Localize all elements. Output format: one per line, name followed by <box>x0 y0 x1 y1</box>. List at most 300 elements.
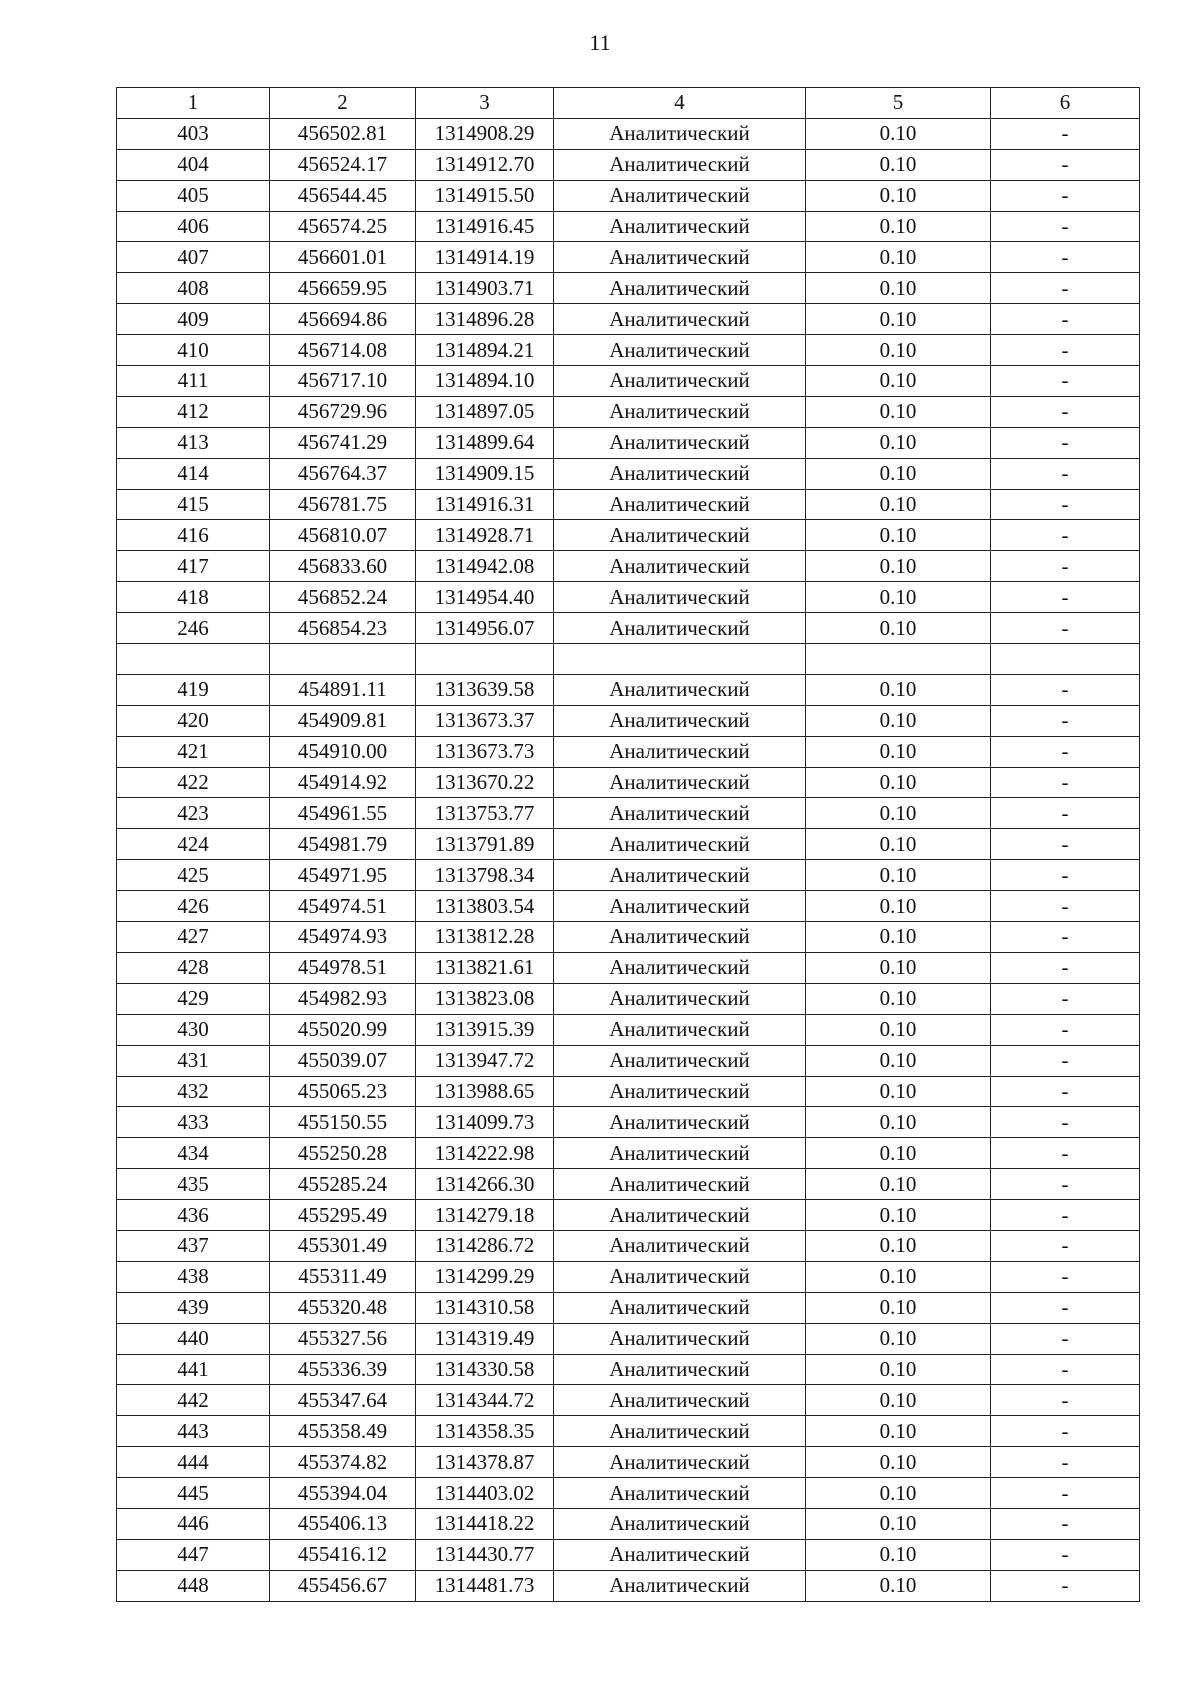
y-coordinate-cell: 1314954.40 <box>416 582 554 613</box>
table-row <box>117 922 1140 953</box>
point-number-cell: 428 <box>117 952 270 983</box>
x-coordinate-cell: 455347.64 <box>270 1385 416 1416</box>
accuracy-cell: 0.10 <box>806 767 991 798</box>
y-coordinate-cell: 1314378.87 <box>416 1447 554 1478</box>
table-row <box>117 1416 1140 1447</box>
point-number-cell: 437 <box>117 1230 270 1261</box>
x-coordinate-cell: 454910.00 <box>270 736 416 767</box>
y-coordinate-cell: 1314894.10 <box>416 366 554 397</box>
point-number-cell: 406 <box>117 211 270 242</box>
point-number-cell: 418 <box>117 582 270 613</box>
note-cell: - <box>991 1478 1140 1509</box>
accuracy-cell: 0.10 <box>806 922 991 953</box>
table-row <box>117 1230 1140 1261</box>
point-number-cell: 425 <box>117 860 270 891</box>
accuracy-cell: 0.10 <box>806 304 991 335</box>
point-number-cell: 412 <box>117 396 270 427</box>
y-coordinate-cell: 1314330.58 <box>416 1354 554 1385</box>
x-coordinate-cell: 455295.49 <box>270 1200 416 1231</box>
y-coordinate-cell: 1313673.37 <box>416 705 554 736</box>
table-row <box>117 1447 1140 1478</box>
x-coordinate-cell: 454978.51 <box>270 952 416 983</box>
y-coordinate-cell: 1314903.71 <box>416 273 554 304</box>
table-row <box>117 860 1140 891</box>
note-cell: - <box>991 1169 1140 1200</box>
x-coordinate-cell: 454974.51 <box>270 891 416 922</box>
table-row <box>117 1478 1140 1509</box>
table-row <box>117 1045 1140 1076</box>
point-number-cell: 413 <box>117 427 270 458</box>
y-coordinate-cell: 1313988.65 <box>416 1076 554 1107</box>
point-number-cell: 447 <box>117 1539 270 1570</box>
note-cell: - <box>991 180 1140 211</box>
accuracy-cell: 0.10 <box>806 273 991 304</box>
point-number-cell: 446 <box>117 1508 270 1539</box>
note-cell <box>991 644 1140 675</box>
note-cell: - <box>991 952 1140 983</box>
note-cell: - <box>991 520 1140 551</box>
method-cell: Аналитический <box>554 705 806 736</box>
x-coordinate-cell: 455311.49 <box>270 1261 416 1292</box>
table-row <box>117 1107 1140 1138</box>
note-cell: - <box>991 1200 1140 1231</box>
accuracy-cell: 0.10 <box>806 1385 991 1416</box>
method-cell: Аналитический <box>554 829 806 860</box>
accuracy-cell: 0.10 <box>806 891 991 922</box>
accuracy-cell: 0.10 <box>806 1014 991 1045</box>
accuracy-cell: 0.10 <box>806 551 991 582</box>
point-number-cell: 408 <box>117 273 270 304</box>
y-coordinate-cell: 1314481.73 <box>416 1570 554 1601</box>
table-body <box>117 118 1140 1601</box>
point-number-cell: 416 <box>117 520 270 551</box>
method-cell: Аналитический <box>554 458 806 489</box>
method-cell: Аналитический <box>554 396 806 427</box>
point-number-cell: 403 <box>117 118 270 149</box>
y-coordinate-cell: 1314896.28 <box>416 304 554 335</box>
note-cell: - <box>991 891 1140 922</box>
method-cell: Аналитический <box>554 366 806 397</box>
method-cell: Аналитический <box>554 1261 806 1292</box>
method-cell: Аналитический <box>554 1570 806 1601</box>
column-header: 4 <box>554 88 806 119</box>
note-cell: - <box>991 1292 1140 1323</box>
table-row <box>117 736 1140 767</box>
x-coordinate-cell: 454982.93 <box>270 983 416 1014</box>
method-cell: Аналитический <box>554 273 806 304</box>
point-number-cell: 420 <box>117 705 270 736</box>
note-cell: - <box>991 427 1140 458</box>
note-cell: - <box>991 489 1140 520</box>
table-row <box>117 273 1140 304</box>
note-cell: - <box>991 335 1140 366</box>
point-number-cell: 433 <box>117 1107 270 1138</box>
y-coordinate-cell: 1314299.29 <box>416 1261 554 1292</box>
note-cell: - <box>991 1138 1140 1169</box>
accuracy-cell: 0.10 <box>806 1323 991 1354</box>
note-cell: - <box>991 1354 1140 1385</box>
point-number-cell: 429 <box>117 983 270 1014</box>
accuracy-cell: 0.10 <box>806 180 991 211</box>
x-coordinate-cell: 456741.29 <box>270 427 416 458</box>
method-cell: Аналитический <box>554 1014 806 1045</box>
table-row <box>117 520 1140 551</box>
method-cell: Аналитический <box>554 736 806 767</box>
x-coordinate-cell: 454914.92 <box>270 767 416 798</box>
table-row <box>117 1200 1140 1231</box>
x-coordinate-cell: 455285.24 <box>270 1169 416 1200</box>
note-cell: - <box>991 582 1140 613</box>
note-cell: - <box>991 1076 1140 1107</box>
method-cell: Аналитический <box>554 613 806 644</box>
x-coordinate-cell: 455416.12 <box>270 1539 416 1570</box>
y-coordinate-cell: 1314358.35 <box>416 1416 554 1447</box>
method-cell: Аналитический <box>554 1447 806 1478</box>
accuracy-cell: 0.10 <box>806 118 991 149</box>
note-cell: - <box>991 149 1140 180</box>
method-cell: Аналитический <box>554 149 806 180</box>
column-header: 6 <box>991 88 1140 119</box>
note-cell: - <box>991 983 1140 1014</box>
method-cell: Аналитический <box>554 1478 806 1509</box>
column-header: 5 <box>806 88 991 119</box>
point-number-cell: 434 <box>117 1138 270 1169</box>
accuracy-cell: 0.10 <box>806 1169 991 1200</box>
table-row <box>117 211 1140 242</box>
table-row <box>117 366 1140 397</box>
note-cell: - <box>991 396 1140 427</box>
note-cell: - <box>991 211 1140 242</box>
table-row <box>117 180 1140 211</box>
x-coordinate-cell: 456601.01 <box>270 242 416 273</box>
accuracy-cell: 0.10 <box>806 366 991 397</box>
point-number-cell: 405 <box>117 180 270 211</box>
coordinates-table <box>116 87 1140 1602</box>
y-coordinate-cell: 1314286.72 <box>416 1230 554 1261</box>
accuracy-cell: 0.10 <box>806 1076 991 1107</box>
accuracy-cell: 0.10 <box>806 983 991 1014</box>
x-coordinate-cell: 456544.45 <box>270 180 416 211</box>
accuracy-cell: 0.10 <box>806 1354 991 1385</box>
y-coordinate-cell: 1314899.64 <box>416 427 554 458</box>
accuracy-cell: 0.10 <box>806 149 991 180</box>
y-coordinate-cell: 1313670.22 <box>416 767 554 798</box>
method-cell: Аналитический <box>554 674 806 705</box>
accuracy-cell <box>806 644 991 675</box>
accuracy-cell: 0.10 <box>806 520 991 551</box>
accuracy-cell: 0.10 <box>806 1200 991 1231</box>
x-coordinate-cell: 455150.55 <box>270 1107 416 1138</box>
x-coordinate-cell: 454891.11 <box>270 674 416 705</box>
method-cell: Аналитический <box>554 1045 806 1076</box>
x-coordinate-cell: 456694.86 <box>270 304 416 335</box>
point-number-cell: 246 <box>117 613 270 644</box>
note-cell: - <box>991 1508 1140 1539</box>
x-coordinate-cell <box>270 644 416 675</box>
method-cell: Аналитический <box>554 1138 806 1169</box>
method-cell: Аналитический <box>554 427 806 458</box>
table-row <box>117 427 1140 458</box>
point-number-cell: 414 <box>117 458 270 489</box>
table-row <box>117 551 1140 582</box>
accuracy-cell: 0.10 <box>806 736 991 767</box>
table-row <box>117 798 1140 829</box>
note-cell: - <box>991 798 1140 829</box>
y-coordinate-cell: 1313798.34 <box>416 860 554 891</box>
y-coordinate-cell: 1314897.05 <box>416 396 554 427</box>
y-coordinate-cell: 1313753.77 <box>416 798 554 829</box>
accuracy-cell: 0.10 <box>806 1107 991 1138</box>
y-coordinate-cell: 1313915.39 <box>416 1014 554 1045</box>
note-cell: - <box>991 366 1140 397</box>
x-coordinate-cell: 455374.82 <box>270 1447 416 1478</box>
table-row <box>117 1323 1140 1354</box>
note-cell: - <box>991 860 1140 891</box>
accuracy-cell: 0.10 <box>806 1045 991 1076</box>
x-coordinate-cell: 456714.08 <box>270 335 416 366</box>
accuracy-cell: 0.10 <box>806 1478 991 1509</box>
x-coordinate-cell: 455456.67 <box>270 1570 416 1601</box>
y-coordinate-cell: 1314894.21 <box>416 335 554 366</box>
x-coordinate-cell: 454974.93 <box>270 922 416 953</box>
y-coordinate-cell: 1314912.70 <box>416 149 554 180</box>
note-cell: - <box>991 1447 1140 1478</box>
x-coordinate-cell: 456852.24 <box>270 582 416 613</box>
y-coordinate-cell: 1313791.89 <box>416 829 554 860</box>
point-number-cell: 417 <box>117 551 270 582</box>
note-cell: - <box>991 705 1140 736</box>
point-number-cell: 438 <box>117 1261 270 1292</box>
table-row <box>117 983 1140 1014</box>
table-row <box>117 829 1140 860</box>
method-cell: Аналитический <box>554 1292 806 1323</box>
y-coordinate-cell: 1314099.73 <box>416 1107 554 1138</box>
accuracy-cell: 0.10 <box>806 427 991 458</box>
x-coordinate-cell: 456717.10 <box>270 366 416 397</box>
y-coordinate-cell: 1314956.07 <box>416 613 554 644</box>
table-row <box>117 767 1140 798</box>
note-cell: - <box>991 118 1140 149</box>
x-coordinate-cell: 455406.13 <box>270 1508 416 1539</box>
y-coordinate-cell: 1314403.02 <box>416 1478 554 1509</box>
table-row <box>117 242 1140 273</box>
table-row <box>117 396 1140 427</box>
y-coordinate-cell: 1314430.77 <box>416 1539 554 1570</box>
accuracy-cell: 0.10 <box>806 1138 991 1169</box>
y-coordinate-cell: 1314266.30 <box>416 1169 554 1200</box>
accuracy-cell: 0.10 <box>806 582 991 613</box>
method-cell <box>554 644 806 675</box>
y-coordinate-cell: 1314222.98 <box>416 1138 554 1169</box>
method-cell: Аналитический <box>554 1107 806 1138</box>
point-number-cell: 407 <box>117 242 270 273</box>
x-coordinate-cell: 455320.48 <box>270 1292 416 1323</box>
x-coordinate-cell: 454909.81 <box>270 705 416 736</box>
note-cell: - <box>991 922 1140 953</box>
y-coordinate-cell: 1314319.49 <box>416 1323 554 1354</box>
method-cell: Аналитический <box>554 582 806 613</box>
accuracy-cell: 0.10 <box>806 860 991 891</box>
point-number-cell: 435 <box>117 1169 270 1200</box>
table-row <box>117 335 1140 366</box>
table-row <box>117 1385 1140 1416</box>
column-header: 1 <box>117 88 270 119</box>
accuracy-cell: 0.10 <box>806 952 991 983</box>
method-cell: Аналитический <box>554 891 806 922</box>
y-coordinate-cell: 1313812.28 <box>416 922 554 953</box>
accuracy-cell: 0.10 <box>806 1508 991 1539</box>
table-row <box>117 118 1140 149</box>
x-coordinate-cell: 456781.75 <box>270 489 416 520</box>
point-number-cell: 424 <box>117 829 270 860</box>
table-row <box>117 613 1140 644</box>
method-cell: Аналитический <box>554 304 806 335</box>
x-coordinate-cell: 456764.37 <box>270 458 416 489</box>
method-cell: Аналитический <box>554 1539 806 1570</box>
x-coordinate-cell: 456854.23 <box>270 613 416 644</box>
accuracy-cell: 0.10 <box>806 1261 991 1292</box>
x-coordinate-cell: 455020.99 <box>270 1014 416 1045</box>
method-cell: Аналитический <box>554 180 806 211</box>
accuracy-cell: 0.10 <box>806 242 991 273</box>
note-cell: - <box>991 304 1140 335</box>
y-coordinate-cell: 1314279.18 <box>416 1200 554 1231</box>
point-number-cell: 436 <box>117 1200 270 1231</box>
accuracy-cell: 0.10 <box>806 674 991 705</box>
table-row <box>117 1261 1140 1292</box>
table-row <box>117 1539 1140 1570</box>
y-coordinate-cell: 1314908.29 <box>416 118 554 149</box>
table-row <box>117 304 1140 335</box>
note-cell: - <box>991 1045 1140 1076</box>
x-coordinate-cell: 455250.28 <box>270 1138 416 1169</box>
note-cell: - <box>991 674 1140 705</box>
column-header: 3 <box>416 88 554 119</box>
y-coordinate-cell: 1314916.45 <box>416 211 554 242</box>
y-coordinate-cell: 1314916.31 <box>416 489 554 520</box>
y-coordinate-cell: 1314344.72 <box>416 1385 554 1416</box>
x-coordinate-cell: 456502.81 <box>270 118 416 149</box>
table-row <box>117 1508 1140 1539</box>
method-cell: Аналитический <box>554 335 806 366</box>
method-cell: Аналитический <box>554 767 806 798</box>
point-number-cell: 440 <box>117 1323 270 1354</box>
accuracy-cell: 0.10 <box>806 613 991 644</box>
accuracy-cell: 0.10 <box>806 829 991 860</box>
y-coordinate-cell: 1313803.54 <box>416 891 554 922</box>
note-cell: - <box>991 736 1140 767</box>
accuracy-cell: 0.10 <box>806 1230 991 1261</box>
point-number-cell: 427 <box>117 922 270 953</box>
method-cell: Аналитический <box>554 1230 806 1261</box>
point-number-cell: 430 <box>117 1014 270 1045</box>
x-coordinate-cell: 454961.55 <box>270 798 416 829</box>
accuracy-cell: 0.10 <box>806 1292 991 1323</box>
x-coordinate-cell: 454981.79 <box>270 829 416 860</box>
method-cell: Аналитический <box>554 1169 806 1200</box>
table-row <box>117 1169 1140 1200</box>
table-row <box>117 1354 1140 1385</box>
note-cell: - <box>991 242 1140 273</box>
note-cell: - <box>991 1570 1140 1601</box>
x-coordinate-cell: 455327.56 <box>270 1323 416 1354</box>
point-number-cell: 423 <box>117 798 270 829</box>
y-coordinate-cell: 1314942.08 <box>416 551 554 582</box>
x-coordinate-cell: 455358.49 <box>270 1416 416 1447</box>
point-number-cell: 431 <box>117 1045 270 1076</box>
x-coordinate-cell: 455039.07 <box>270 1045 416 1076</box>
x-coordinate-cell: 455336.39 <box>270 1354 416 1385</box>
y-coordinate-cell <box>416 644 554 675</box>
accuracy-cell: 0.10 <box>806 1570 991 1601</box>
point-number-cell: 445 <box>117 1478 270 1509</box>
y-coordinate-cell: 1313673.73 <box>416 736 554 767</box>
x-coordinate-cell: 456574.25 <box>270 211 416 242</box>
table-row <box>117 1014 1140 1045</box>
note-cell: - <box>991 1107 1140 1138</box>
table-row <box>117 1138 1140 1169</box>
method-cell: Аналитический <box>554 1508 806 1539</box>
note-cell: - <box>991 273 1140 304</box>
note-cell: - <box>991 1230 1140 1261</box>
accuracy-cell: 0.10 <box>806 1447 991 1478</box>
y-coordinate-cell: 1313639.58 <box>416 674 554 705</box>
page-number: 11 <box>589 30 611 55</box>
method-cell: Аналитический <box>554 1200 806 1231</box>
x-coordinate-cell: 455394.04 <box>270 1478 416 1509</box>
point-number-cell: 432 <box>117 1076 270 1107</box>
method-cell: Аналитический <box>554 983 806 1014</box>
method-cell: Аналитический <box>554 1385 806 1416</box>
method-cell: Аналитический <box>554 1354 806 1385</box>
table-header-row <box>117 88 1140 119</box>
point-number-cell: 419 <box>117 674 270 705</box>
point-number-cell: 422 <box>117 767 270 798</box>
y-coordinate-cell: 1314928.71 <box>416 520 554 551</box>
x-coordinate-cell: 456729.96 <box>270 396 416 427</box>
accuracy-cell: 0.10 <box>806 458 991 489</box>
method-cell: Аналитический <box>554 520 806 551</box>
note-cell: - <box>991 1416 1140 1447</box>
method-cell: Аналитический <box>554 1416 806 1447</box>
y-coordinate-cell: 1313947.72 <box>416 1045 554 1076</box>
point-number-cell: 439 <box>117 1292 270 1323</box>
method-cell: Аналитический <box>554 551 806 582</box>
accuracy-cell: 0.10 <box>806 211 991 242</box>
accuracy-cell: 0.10 <box>806 705 991 736</box>
point-number-cell: 404 <box>117 149 270 180</box>
column-header: 2 <box>270 88 416 119</box>
table-row <box>117 674 1140 705</box>
point-number-cell: 409 <box>117 304 270 335</box>
note-cell: - <box>991 1014 1140 1045</box>
table-row <box>117 1570 1140 1601</box>
accuracy-cell: 0.10 <box>806 798 991 829</box>
accuracy-cell: 0.10 <box>806 1539 991 1570</box>
method-cell: Аналитический <box>554 211 806 242</box>
note-cell: - <box>991 458 1140 489</box>
method-cell: Аналитический <box>554 242 806 273</box>
table-row <box>117 489 1140 520</box>
accuracy-cell: 0.10 <box>806 489 991 520</box>
point-number-cell: 443 <box>117 1416 270 1447</box>
y-coordinate-cell: 1314909.15 <box>416 458 554 489</box>
x-coordinate-cell: 456810.07 <box>270 520 416 551</box>
method-cell: Аналитический <box>554 118 806 149</box>
y-coordinate-cell: 1314915.50 <box>416 180 554 211</box>
accuracy-cell: 0.10 <box>806 1416 991 1447</box>
y-coordinate-cell: 1313823.08 <box>416 983 554 1014</box>
